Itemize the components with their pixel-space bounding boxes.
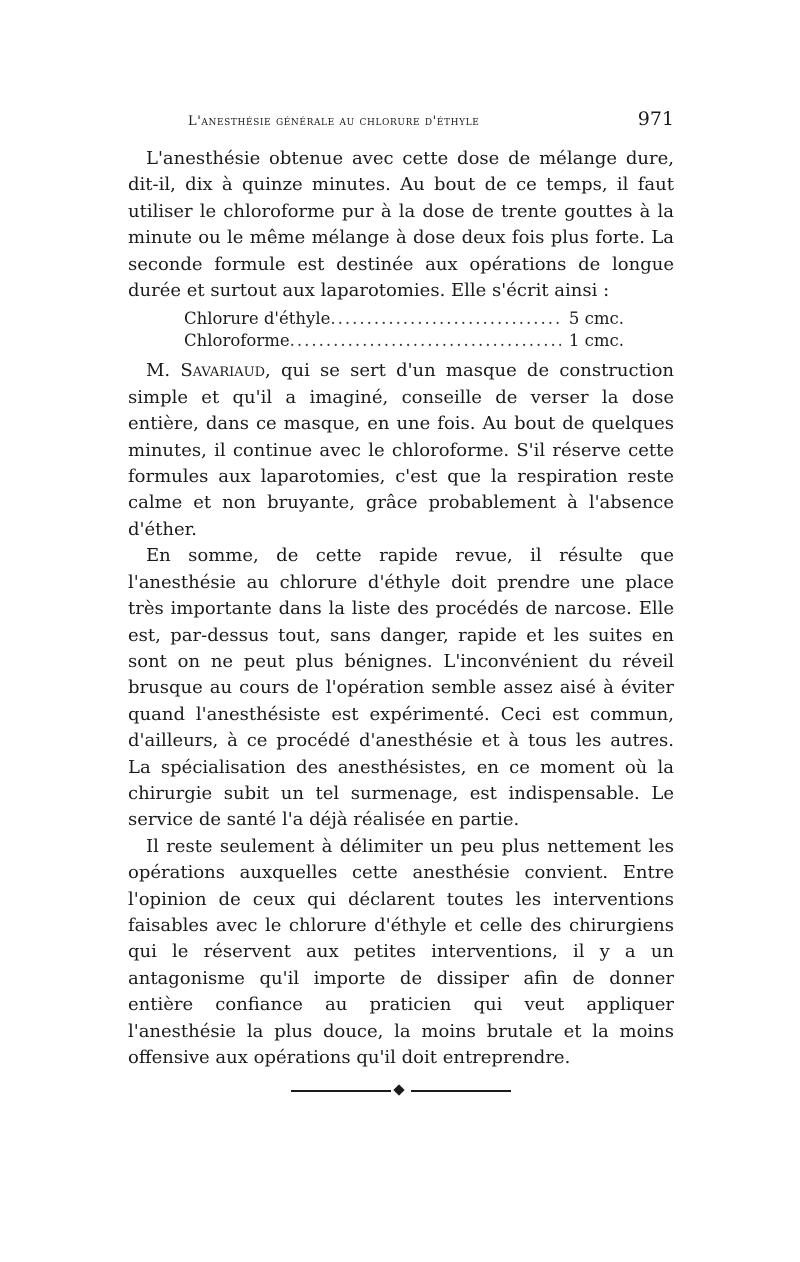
paragraph-2: [128, 358, 674, 543]
paragraph-2-text: qui se sert d'un masque de construction simple et qu'il a imaginé, conseille de verser la dose entière, dans ce masque, en une fois. Au bout de quelques minutes, il continue avec le chloroforme. S'il réserve cette formules aux laparotomies, c'est que la respiration reste calme et non bruyante, grâce probablement à l'absence d'éther.: [128, 360, 674, 540]
ornament-line-left: [291, 1090, 391, 1091]
paragraph-3: En somme, de cette rapide revue, il résulte que l'anesthésie au chlorure d'éthyle doit prendre une place très importante dans la liste des procédés de narcose. Elle est, par-dessus tout, sans danger, rapide et les suites en sont on ne peut plus bénignes. L'inconvénient du réveil brusque au cours de l'opération semble assez aisé à éviter quand l'anesthésiste est expérimenté. Ceci est commun, d'ailleurs, à ce procédé d'anesthésie et à tous les autres. La spécialisation des anesthésistes, en ce moment où la chirurgie subit un tel surmenage, est indispensable. Le service de santé l'a déjà réalisée en partie.: [128, 545, 674, 831]
page-number: 971: [637, 108, 674, 130]
author-name: M. Savariaud,: [146, 360, 271, 382]
formula-table: [184, 308, 674, 352]
running-title: L'anesthésie générale au chlorure d'éthyle: [188, 114, 480, 129]
page: [128, 108, 674, 1097]
ornament-line-right: [411, 1090, 511, 1091]
formula-ingredient: Chloroforme: [184, 331, 290, 351]
body-text: [128, 146, 674, 1071]
end-ornament: [291, 1085, 511, 1097]
paragraph-4: Il reste seulement à délimiter un peu plus nettement les opérations auxquelles cette anesthésie convient. Entre l'opinion de ceux qui déclarent toutes les interventions faisables avec le chlorure d'éthyle et celle des chirurgiens qui le réservent aux petites interventions, il y a un antagonisme qu'il importe de dissiper afin de donner entière confiance au praticien qui veut appliquer l'anesthésie la plus douce, la moins brutale et la moins offensive aux opérations qu'il doit entreprendre.: [128, 835, 674, 1068]
paragraph-1: L'anesthésie obtenue avec cette dose de mélange dure, dit-il, dix à quinze minutes. Au bout de ce temps, il faut utiliser le chloroforme pur à la dose de trente gouttes à la minute ou le même mélange à dose deux fois plus forte. La seconde formule est destinée aux opérations de longue durée et surtout aux laparotomies. Elle s'écrit ainsi :: [128, 148, 674, 302]
formula-quantity: 5 cmc.: [568, 309, 624, 329]
dot-leader: [290, 330, 561, 352]
formula-ingredient: Chlorure d'éthyle: [184, 309, 331, 329]
diamond-ornament-icon: [393, 1085, 404, 1096]
formula-row: [184, 308, 624, 330]
dot-leader: [330, 308, 561, 330]
formula-quantity: 1 cmc.: [568, 331, 624, 351]
formula-row: [184, 330, 624, 352]
running-head: [128, 108, 674, 138]
